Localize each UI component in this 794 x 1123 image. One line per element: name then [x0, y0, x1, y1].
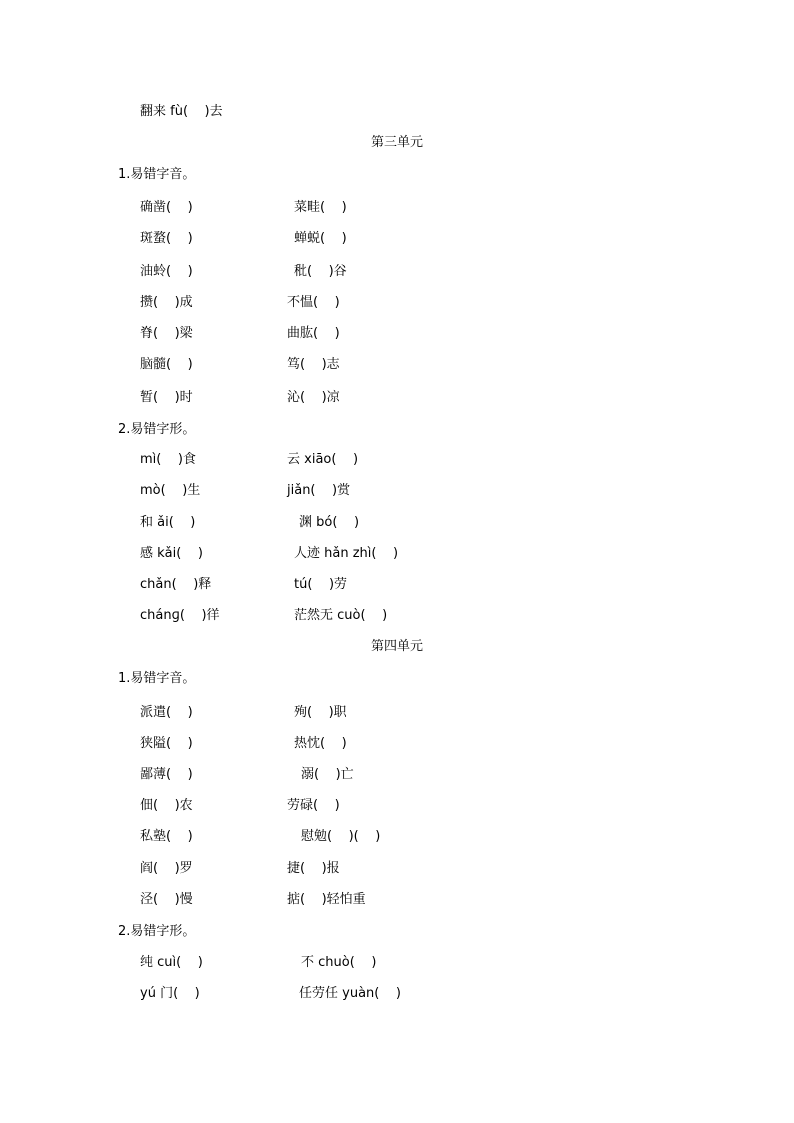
list-item: 阎( )罗	[140, 861, 193, 876]
list-item: jiǎn( )赏	[287, 483, 351, 498]
list-item: 热忱( )	[294, 736, 347, 751]
list-item: 暂( )时	[140, 390, 193, 405]
list-item: 殉( )职	[294, 705, 347, 720]
list-item: 脑髓( )	[140, 357, 193, 372]
list-item: 攒( )成	[140, 295, 193, 310]
list-item: 人迹 hǎn zhì( )	[294, 546, 399, 561]
unit3-s1-heading: 1.易错字音。	[118, 167, 196, 182]
list-item: 茫然无 cuò( )	[294, 608, 388, 623]
list-item: chǎn( )释	[140, 577, 212, 592]
list-item: 劳碌( )	[287, 798, 340, 813]
list-item: 派遣( )	[140, 705, 193, 720]
list-item: 泾( )慢	[140, 892, 193, 907]
list-item: tú( )劳	[294, 577, 348, 592]
list-item: 捷( )报	[287, 861, 340, 876]
list-item: 云 xiāo( )	[287, 452, 359, 467]
list-item: 私塾( )	[140, 829, 193, 844]
list-item: 纯 cuì( )	[140, 955, 203, 970]
list-item: 油蛉( )	[140, 264, 193, 279]
unit4-s2-heading: 2.易错字形。	[118, 924, 196, 939]
unit4-title: 第四单元	[370, 639, 424, 654]
unit3-title: 第三单元	[370, 135, 424, 150]
list-item: 蝉蜕( )	[294, 231, 347, 246]
list-item: 秕( )谷	[294, 264, 347, 279]
list-item: 慰勉( )( )	[301, 829, 381, 844]
list-item: 确凿( )	[140, 200, 193, 215]
list-item: 曲肱( )	[287, 326, 340, 341]
list-item: chánɡ( )徉	[140, 608, 220, 623]
list-item: 菜畦( )	[294, 200, 347, 215]
list-item: 佃( )农	[140, 798, 193, 813]
unit3-s2-heading: 2.易错字形。	[118, 422, 196, 437]
list-item: yú 门( )	[140, 986, 200, 1001]
list-item: 溺( )亡	[301, 767, 354, 782]
list-item: 不 chuò( )	[301, 955, 377, 970]
list-item: 掂( )轻怕重	[287, 892, 366, 907]
list-item: 渊 bó( )	[299, 515, 360, 530]
top-line: 翻来 fù( )去	[140, 104, 223, 119]
list-item: 狭隘( )	[140, 736, 193, 751]
list-item: 沁( )凉	[287, 390, 340, 405]
list-item: 笃( )志	[287, 357, 340, 372]
list-item: 脊( )梁	[140, 326, 193, 341]
list-item: 和 ǎi( )	[140, 515, 196, 530]
list-item: 鄙薄( )	[140, 767, 193, 782]
list-item: mò( )生	[140, 483, 201, 498]
list-item: 斑蝥( )	[140, 231, 193, 246]
list-item: 感 kǎi( )	[140, 546, 203, 561]
list-item: 任劳任 yuàn( )	[299, 986, 401, 1001]
list-item: mì( )食	[140, 452, 196, 467]
unit4-s1-heading: 1.易错字音。	[118, 671, 196, 686]
list-item: 不愠( )	[287, 295, 340, 310]
